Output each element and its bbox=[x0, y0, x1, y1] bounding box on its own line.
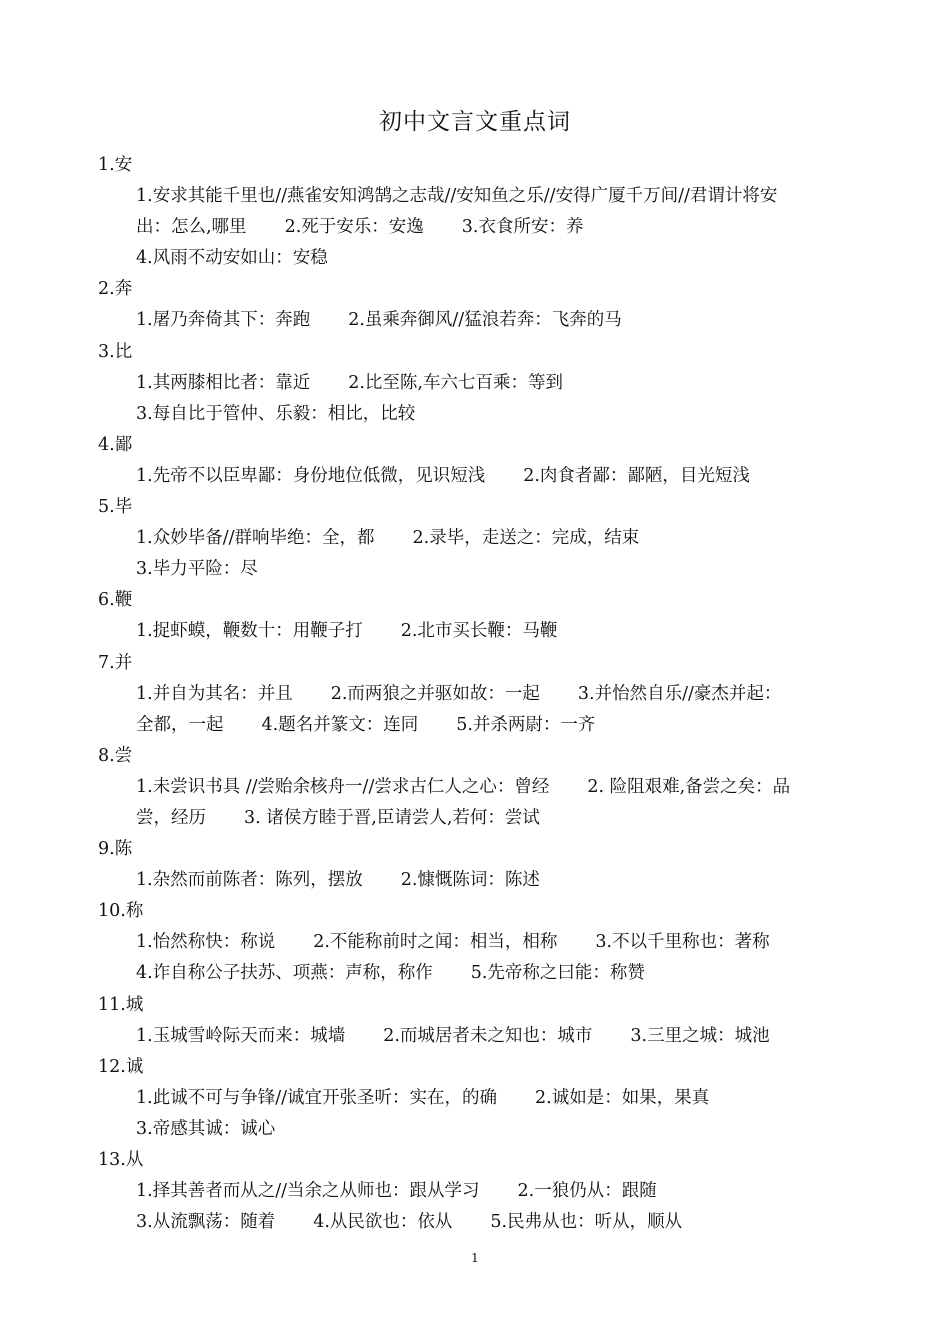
definition-line bbox=[98, 305, 862, 336]
definition-item: 3.三里之城：城池 bbox=[630, 1025, 770, 1046]
definition-item: 3.衣食所安：养 bbox=[461, 217, 584, 238]
definition-line bbox=[98, 772, 862, 803]
definition-item: 1.未尝识书具 //尝贻余核舟一//尝求古仁人之心：曾经 bbox=[136, 776, 550, 797]
definition-line bbox=[98, 1176, 862, 1207]
definition-item: 3.帝感其诚：诚心 bbox=[136, 1118, 276, 1139]
definition-line bbox=[98, 1083, 862, 1114]
definition-line-continued bbox=[98, 710, 862, 741]
word-list bbox=[98, 150, 862, 1238]
definition-item: 3.毕力平险：尽 bbox=[136, 559, 258, 580]
entry-heading: 1.安 bbox=[98, 155, 133, 175]
definition-line bbox=[98, 1021, 862, 1052]
definition-item: 1.此诚不可与争锋//诚宜开张圣听：实在，的确 bbox=[136, 1087, 497, 1108]
definition-item: 4.题名并篆文：连同 bbox=[261, 714, 419, 735]
definition-item: 5.并杀两尉：一齐 bbox=[456, 714, 596, 735]
entry-heading: 10.称 bbox=[98, 901, 144, 922]
definition-line bbox=[98, 679, 862, 710]
definition-item: 3.从流飘荡：随着 bbox=[136, 1212, 276, 1233]
definition-item: 2.一狼仍从：跟随 bbox=[517, 1181, 657, 1202]
definition-item: 3.每自比于管仲、乐毅：相比，比较 bbox=[136, 403, 416, 424]
definition-item: 1.先帝不以臣卑鄙：身份地位低微，见识短浅 bbox=[136, 465, 486, 486]
definition-line-continued bbox=[98, 803, 862, 834]
definition-item: 1.并自为其名：并且 bbox=[136, 683, 293, 704]
definition-item: 4.诈自称公子扶苏、项燕：声称，称作 bbox=[136, 963, 433, 984]
definition-item: 尝，经历 bbox=[136, 807, 206, 828]
entry-heading: 12.诚 bbox=[98, 1056, 144, 1077]
definition-item: 4.风雨不动安如山：安稳 bbox=[136, 248, 328, 269]
definition-item: 2.录毕，走送之：完成，结束 bbox=[412, 528, 640, 549]
definition-item: 1.安求其能千里也//燕雀安知鸿鹄之志哉//安知鱼之乐//安得广厦千万间//君谓计将安 bbox=[136, 186, 778, 207]
definition-item: 2. 险阻艰难,备尝之矣：品 bbox=[587, 776, 791, 797]
definition-line bbox=[98, 616, 862, 647]
entry-heading: 3.比 bbox=[98, 341, 133, 362]
definition-item: 1.捉虾蟆，鞭数十：用鞭子打 bbox=[136, 621, 363, 642]
definition-line bbox=[98, 523, 862, 554]
definition-item: 2.比至陈,车六七百乘：等到 bbox=[348, 372, 563, 393]
definition-item: 全都，一起 bbox=[136, 714, 224, 735]
definition-item: 1.择其善者而从之//当余之从师也：跟从学习 bbox=[136, 1181, 480, 1202]
definition-item: 4.从民欲也：依从 bbox=[313, 1212, 453, 1233]
definition-item: 1.玉城雪岭际天而来：城墙 bbox=[136, 1025, 346, 1046]
definition-item: 2.慷慨陈词：陈述 bbox=[400, 870, 540, 891]
definition-item: 1.众妙毕备//群响毕绝：全，都 bbox=[136, 528, 375, 549]
definition-line bbox=[98, 243, 862, 274]
definition-item: 2.而两狼之并驱如故：一起 bbox=[330, 683, 540, 704]
definition-item: 1.屠乃奔倚其下：奔跑 bbox=[136, 310, 311, 331]
definition-line bbox=[98, 927, 862, 958]
entry-heading: 8.尝 bbox=[98, 745, 133, 766]
definition-item: 1.其两膝相比者：靠近 bbox=[136, 372, 311, 393]
entry-heading: 6.鞭 bbox=[98, 590, 133, 611]
definition-line bbox=[98, 865, 862, 896]
definition-item: 2.不能称前时之闻：相当，相称 bbox=[313, 932, 558, 953]
entry-heading: 9.陈 bbox=[98, 839, 133, 860]
definition-line bbox=[98, 1114, 862, 1145]
definition-item: 5.民弗从也：听从，顺从 bbox=[490, 1212, 683, 1233]
definition-line bbox=[98, 554, 862, 585]
definition-line bbox=[98, 181, 862, 212]
definition-line bbox=[98, 1207, 862, 1238]
definition-item: 2.而城居者未之知也：城市 bbox=[383, 1025, 593, 1046]
page-number: 1 bbox=[471, 1251, 479, 1265]
definition-item: 5.先帝称之曰能：称赞 bbox=[470, 963, 645, 984]
entry-heading: 4.鄙 bbox=[98, 434, 133, 455]
entry-heading: 11.城 bbox=[98, 994, 144, 1015]
definition-item: 3.并怡然自乐//豪杰并起： bbox=[577, 683, 782, 704]
definition-item: 2.肉食者鄙：鄙陋，目光短浅 bbox=[523, 465, 750, 486]
definition-item: 2.诚如是：如果，果真 bbox=[535, 1087, 710, 1108]
definition-line bbox=[98, 368, 862, 399]
definition-item: 2.北市买长鞭：马鞭 bbox=[400, 621, 558, 642]
definition-line bbox=[98, 399, 862, 430]
entry-heading: 13.从 bbox=[98, 1150, 144, 1170]
definition-item: 2.虽乘奔御风//猛浪若奔：飞奔的马 bbox=[348, 310, 622, 331]
definition-item: 3. 诸侯方睦于晋,臣请尝人,若何：尝试 bbox=[244, 807, 540, 828]
page-title: 初中文言文重点词 bbox=[379, 109, 571, 135]
definition-line-continued bbox=[98, 212, 862, 243]
entry-heading: 7.并 bbox=[98, 652, 133, 673]
definition-item: 3.不以千里称也：著称 bbox=[595, 932, 770, 953]
definition-item: 1.杂然而前陈者：陈列，摆放 bbox=[136, 870, 363, 891]
entry-heading: 2.奔 bbox=[98, 279, 133, 300]
definition-line bbox=[98, 958, 862, 989]
definition-item: 1.怡然称快：称说 bbox=[136, 932, 276, 953]
definition-item: 2.死于安乐：安逸 bbox=[284, 217, 424, 238]
entry-heading: 5.毕 bbox=[98, 497, 133, 518]
definition-line bbox=[98, 461, 862, 492]
definition-item: 出：怎么,哪里 bbox=[136, 217, 247, 238]
